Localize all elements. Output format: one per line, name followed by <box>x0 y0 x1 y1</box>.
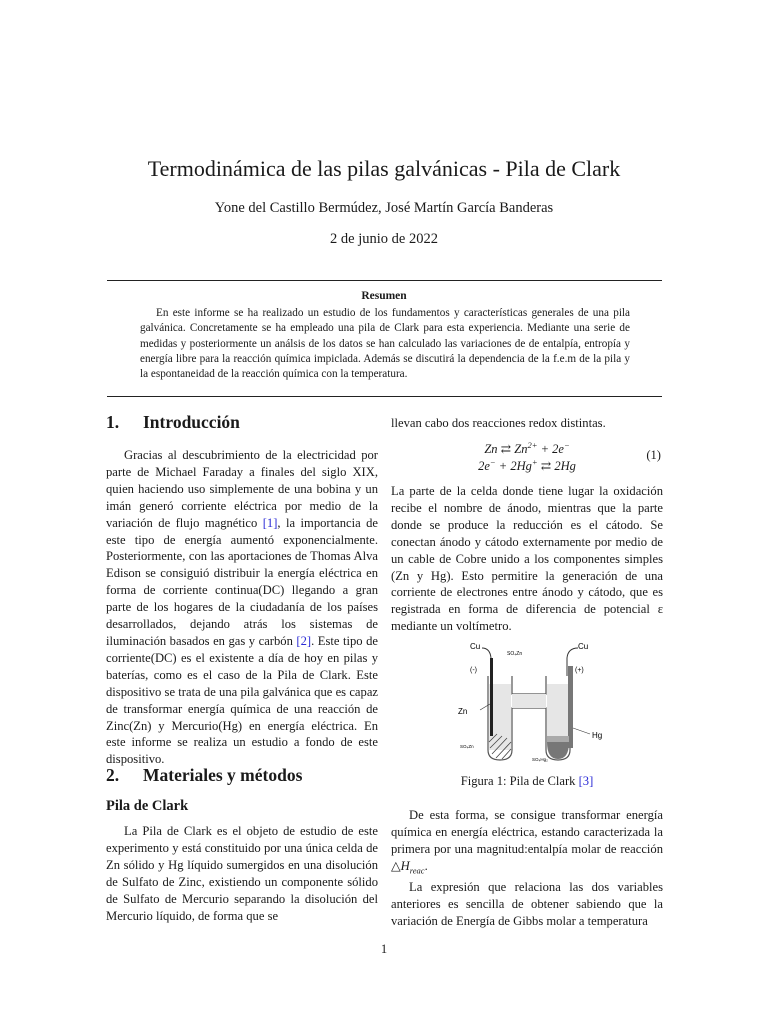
label-so4zn-top: SO₄Zn <box>507 651 523 657</box>
h-vessel-inner <box>512 676 546 694</box>
hgso4-paste <box>547 736 569 742</box>
section-2-body: La Pila de Clark es el objeto de estudio de este experimento y está constituido por una única celda de Zn sólido y Hg líquido sumergidos en una disolución de Sulfato de Zinc, existiendo un componente sólido de Sulfato de Mercurio separando la disolución del Mercurio líquido, de forma que se <box>106 824 378 923</box>
citation-1[interactable]: [1] <box>262 515 278 530</box>
right-col-paragraph: La parte de la celda donde tiene lugar la oxidación recibe el nombre de ánodo, mientras que la parte donde se produce la reducción es el cátodo. Se conectan ánodo y cátodo externamente por medio de un cable de Cobre unido a los componentes simples (Zn y Hg). Esto permitire la generación de una corriente de electrones entre ánodo y cátodo, que es registrada en forma de diferencia de potencial ε mediante un voltímetro. <box>391 484 663 634</box>
date: 2 de junio de 2022 <box>330 231 438 247</box>
label-cu-left: Cu <box>470 642 481 651</box>
abstract-heading: Resumen <box>361 290 407 302</box>
page-number: 1 <box>380 942 388 956</box>
authors: Yone del Castillo Bermúdez, José Martín García Banderas <box>214 200 554 216</box>
equation-number: (1) <box>646 448 661 462</box>
right-col-bottom: De esta forma, se consigue transformar energía química en energía eléctrica, estando caracterizada la primera por una magnitud:entalpía molar de reacción $\triangle H_{reac}$. La expresión que relaciona las dos variables anteriores es sencilla de obtener sabiendo que la variación de Energía de Gibbs molar a temperatura <box>391 808 663 928</box>
section-1-body: Gracias al descubrimiento de la electricidad por parte de Michael Faraday a finales del siglo XIX, quien haciendo uso simplemente de una bobina y un imán generó corriente eléctrica por medio de la variación de flujo magnético [1], la importancia de este tipo de energía aumentó exponencialmente. Posteriormente, con las aportaciones de Thomas Alva Edison se consiguió distribuir la energía eléctrica en forma de corriente continua(DC) llegando a gran parte de los hogares de la ciudadanía de los países desarrollados, dejando atrás los sistemas de iluminación basados en gas y carbón [2]. Este tipo de corriente(DC) es el existente a día de hoy en pilas y baterías, como es el caso de la Pila de Clark. Este dispositivo se trata de una pila galvánica que es capaz de transformar energía química de una reacción de Zinc(Zn) y Mercurio(Hg) en energía eléctrica. En este informe se realiza un estudio a fondo de este dispositivo. <box>106 448 379 767</box>
paper-title: Termodinámica de las pilas galvánicas - Pila de Clark <box>147 156 621 181</box>
label-so4hg: SO₄Hg₂ <box>532 757 548 762</box>
section-2-heading: 2. Materiales y métodos <box>106 765 303 785</box>
citation-2[interactable]: [2] <box>296 633 312 648</box>
right-col-intro: llevan cabo dos reacciones redox distintas. <box>391 416 606 430</box>
label-zn: Zn <box>458 707 468 716</box>
abstract-text: En este informe se ha realizado un estudio de los fundamentos y características generales de una pila galvánica. Concretamente se ha empleado una pila de Clark para esta experiencia. Mediante una serie de medidas y posteriormente un análsis de los datos se han calculado las variaciones de de entalpía, entropía y energía libre para la reacción química impiclada. Además se discutirá la dependencia de la f.e.m de la pila y la espontaneidad de la reacción química con la temperatura. <box>140 307 630 381</box>
left-wire <box>482 648 491 676</box>
abstract-bottom-rule <box>107 396 662 397</box>
clark-cell-figure <box>450 638 620 764</box>
equation-1: Zn ⇄ $Zn^{2+} + 2e^-$ 2e− + 2Hg+ ⇄ 2Hg (1) <box>478 440 661 474</box>
bridge-solution <box>512 694 546 708</box>
label-so4zn-bottom: SO₄Zn <box>460 744 474 749</box>
abstract-top-rule <box>107 280 662 281</box>
zn-electrode <box>490 658 493 736</box>
hg-side-tube <box>568 666 573 748</box>
label-minus: (-) <box>470 667 477 674</box>
subsection-heading: Pila de Clark <box>106 798 189 814</box>
figure-caption: Figura 1: Pila de Clark [3] <box>460 774 594 788</box>
hg-solution <box>547 684 569 736</box>
citation-3[interactable]: [3] <box>578 774 594 788</box>
label-hg: Hg <box>592 731 603 740</box>
label-plus: (+) <box>575 667 584 674</box>
hg-pointer <box>573 728 590 734</box>
label-cu-right: Cu <box>578 642 589 651</box>
section-1-heading: 1. Introducción <box>106 412 240 432</box>
hg-pool <box>547 742 569 759</box>
